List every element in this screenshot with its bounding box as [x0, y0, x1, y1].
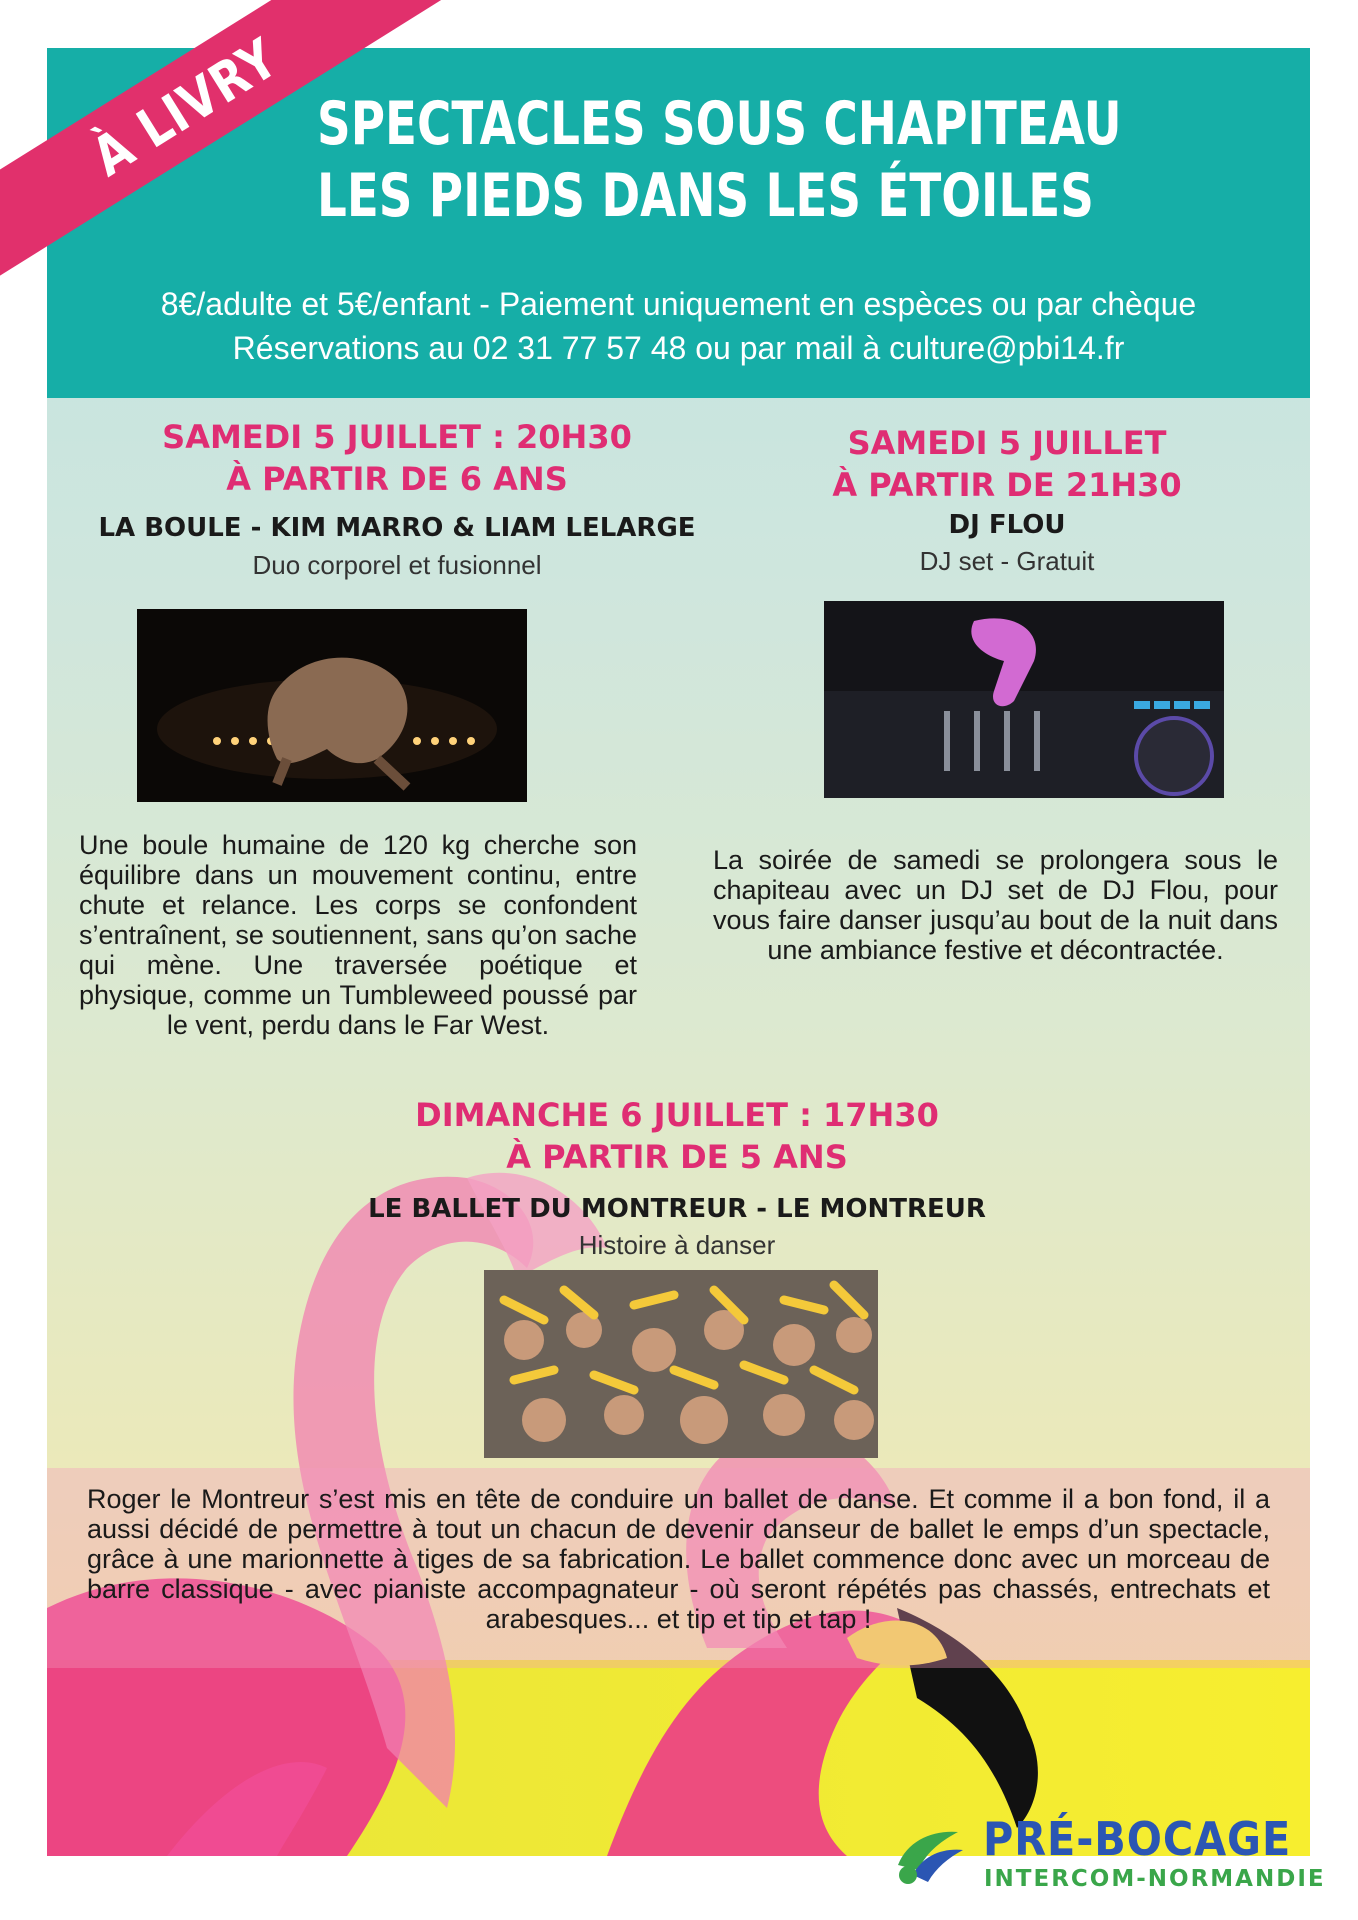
- event-2-subtitle: DJ set - Gratuit: [919, 546, 1095, 576]
- event-3-title: LE BALLET DU MONTREUR - LE MONTREUR: [368, 1194, 986, 1224]
- event-2-description: La soirée de samedi se prolongera sous le chapiteau avec un DJ set de DJ Flou, pour vous faire danser jusqu’au bout de la nuit dans une ambiance festive et décontractée.: [713, 845, 1278, 965]
- event-1-title: LA BOULE - KIM MARRO & LIAM LELARGE: [98, 513, 696, 543]
- event-1-description: Une boule humaine de 120 kg cherche son équilibre dans un mouvement continu, entre chute et relance. Les corps se confondent s’entraînent, se soutiennent, sans qu’on sache qui mène. Une traversée poétique et physique, comme un Tumbleweed poussé par le vent, perdu dans le Far West.: [79, 830, 637, 1040]
- event-1-photo: [137, 609, 527, 802]
- title-line-2: LES PIEDS DANS LES ÉTOILES: [317, 161, 1094, 231]
- pre-bocage-logo: [888, 1812, 1326, 1902]
- event-1-datetime: SAMEDI 5 JUILLET : 20H30: [162, 418, 632, 456]
- title-line-1: SPECTACLES SOUS CHAPITEAU: [317, 89, 1122, 159]
- page-title: [317, 88, 1122, 232]
- event-2-age: À PARTIR DE 21H30: [832, 466, 1182, 504]
- event-3-photo: [484, 1270, 878, 1458]
- event-3-description: Roger le Montreur s’est mis en tête de conduire un ballet de danse. Et comme il a bon fond, il a aussi décidé de permettre à tout un chacun de devenir danseur de ballet le emps d’un spectacle, grâce à une marionnette à tiges de sa fabrication. Le ballet commence donc avec un morceau de barre classique - avec pianiste accompagnateur - où seront répétés pas chassés, entrechats et arabesques... et tip et tip et tap !: [87, 1484, 1270, 1634]
- price-info: 8€/adulte et 5€/enfant - Paiement uniquement en espèces ou par chèque: [160, 286, 1197, 322]
- pre-bocage-logo-icon: [888, 1820, 968, 1890]
- event-2-title: DJ FLOU: [948, 510, 1066, 540]
- event-1-date: [87, 416, 707, 500]
- event-1-age: À PARTIR DE 6 ANS: [226, 460, 568, 498]
- location-ribbon-text: À LIVRY: [81, 25, 289, 189]
- event-3-date: [347, 1094, 1007, 1178]
- event-2-date: [727, 422, 1287, 506]
- event-1-subtitle: Duo corporel et fusionnel: [252, 550, 542, 580]
- event-3-subtitle: Histoire à danser: [578, 1230, 776, 1260]
- logo-name: PRÉ-BOCAGE: [983, 1812, 1292, 1866]
- logo-tagline: INTERCOM-NORMANDIE: [984, 1866, 1326, 1892]
- event-2-datetime: SAMEDI 5 JUILLET: [847, 424, 1167, 462]
- event-2-photo: [824, 601, 1224, 798]
- event-3-age: À PARTIR DE 5 ANS: [506, 1138, 848, 1176]
- reservation-info: Réservations au 02 31 77 57 48 ou par mail à culture@pbi14.fr: [232, 330, 1125, 366]
- event-3-datetime: DIMANCHE 6 JUILLET : 17H30: [415, 1096, 939, 1134]
- poster-panel: [47, 48, 1310, 1856]
